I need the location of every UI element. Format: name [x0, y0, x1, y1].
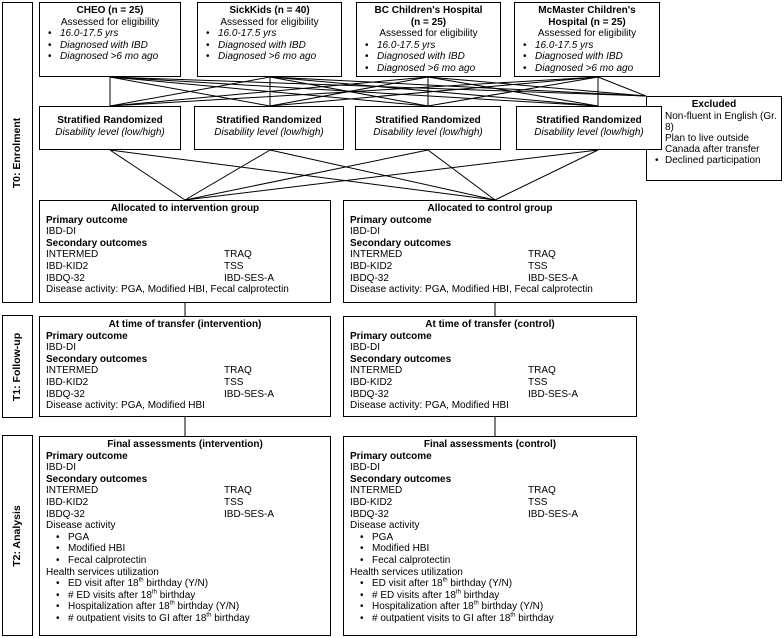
site-box-cheo: [39, 2, 181, 77]
box-title: Allocated to control group: [427, 203, 553, 214]
excluded-item: • Declined participation: [651, 155, 777, 166]
site-name: SickKids (n = 40): [229, 5, 310, 16]
box-title: At time of transfer (intervention): [108, 319, 262, 330]
criterion-duration: • Diagnosed >6 mo ago: [361, 63, 496, 75]
primary-outcome-value: IBD-DI: [350, 342, 380, 354]
site-name: McMaster Children's Hospital (n = 25): [538, 5, 636, 28]
stratified-box-2: [194, 106, 344, 150]
criterion-ibd: • Diagnosed with IBD: [361, 51, 496, 63]
stratified-subtitle: Disability level (low/high): [55, 126, 165, 138]
site-box-sickkids: [197, 2, 342, 77]
site-assessed: Assessed for eligibility: [537, 28, 637, 40]
hs-item: • Hospitalization after 18th birthday (Y/N): [350, 601, 630, 613]
transfer-control-box: [343, 316, 637, 417]
transfer-intervention-box: [39, 316, 331, 417]
secondary-outcomes-list: [46, 249, 324, 284]
hs-item: • Hospitalization after 18th birthday (Y/N): [46, 601, 324, 613]
primary-outcome-label: Primary outcome: [350, 330, 432, 342]
primary-outcome-value: IBD-DI: [350, 462, 380, 474]
disease-activity-list: [350, 532, 630, 567]
secondary-outcomes-label: Secondary outcomes: [350, 473, 452, 485]
excluded-box: [646, 96, 782, 181]
secondary-outcomes-list: [350, 485, 630, 520]
box-title: Final assessments (control): [423, 439, 557, 450]
measure-traq: TRAQ: [224, 485, 252, 497]
measure-ibd-ses-a: IBD-SES-A: [528, 508, 579, 520]
phase-bar-follow-up: [2, 315, 33, 418]
phase-bar-enrolment: [2, 2, 33, 303]
criterion-ibd: • Diagnosed with IBD: [202, 40, 337, 52]
measure-tss: TSS: [224, 496, 244, 508]
primary-outcome-value: IBD-DI: [350, 226, 380, 238]
secondary-outcomes-list: [350, 365, 630, 400]
disease-activity-label: Disease activity: [46, 520, 116, 532]
disease-item: • Fecal calprotectin: [46, 555, 324, 567]
measure-ibd-kid2: IBD-KID2: [46, 496, 89, 508]
stratified-title: Stratified Randomized: [375, 115, 481, 126]
disease-item: • Modified HBI: [350, 543, 630, 555]
measure-ibd-kid2: IBD-KID2: [350, 260, 393, 272]
measure-ibdq-32: IBDQ-32: [350, 388, 389, 400]
primary-outcome-label: Primary outcome: [46, 450, 128, 462]
criterion-ibd: • Diagnosed with IBD: [44, 40, 176, 52]
secondary-outcomes-label: Secondary outcomes: [46, 353, 148, 365]
criterion-duration: • Diagnosed >6 mo ago: [44, 51, 176, 63]
measure-ibd-ses-a: IBD-SES-A: [224, 272, 275, 284]
site-name: BC Children's Hospital (n = 25): [374, 5, 483, 28]
measure-intermed: INTERMED: [46, 485, 99, 497]
primary-outcome-value: IBD-DI: [46, 342, 76, 354]
disease-activity-line: Disease activity: PGA, Modified HBI: [46, 400, 205, 412]
hs-item: • # ED visits after 18th birthday: [350, 590, 630, 602]
disease-item: • Fecal calprotectin: [350, 555, 630, 567]
hs-item: • ED visit after 18th birthday (Y/N): [350, 578, 630, 590]
phase-label-enrolment: T0: Enrolment: [10, 117, 23, 188]
primary-outcome-label: Primary outcome: [46, 330, 128, 342]
phase-label-analysis: T2: Analysis: [10, 504, 23, 567]
phase-label-follow-up: T1: Follow-up: [10, 332, 23, 401]
stratified-box-3: [355, 106, 501, 150]
primary-outcome-value: IBD-DI: [46, 462, 76, 474]
hs-item: • ED visit after 18th birthday (Y/N): [46, 578, 324, 590]
health-services-label: Health services utilization: [350, 566, 463, 578]
measure-ibd-kid2: IBD-KID2: [350, 496, 393, 508]
measure-ibd-ses-a: IBD-SES-A: [224, 388, 275, 400]
secondary-outcomes-label: Secondary outcomes: [46, 237, 148, 249]
criterion-age: • 16.0-17.5 yrs: [202, 28, 337, 40]
site-name: CHEO (n = 25): [76, 5, 144, 16]
measure-ibd-kid2: IBD-KID2: [46, 260, 89, 272]
stratified-box-1: [39, 106, 181, 150]
box-title: Allocated to intervention group: [110, 203, 260, 214]
site-box-mcmaster: [514, 2, 660, 77]
phase-bar-analysis: [2, 435, 33, 636]
measure-tss: TSS: [224, 260, 244, 272]
hs-item: • # outpatient visits to GI after 18th birthday: [350, 613, 630, 625]
measure-ibd-ses-a: IBD-SES-A: [528, 388, 579, 400]
secondary-outcomes-label: Secondary outcomes: [350, 237, 452, 249]
measure-traq: TRAQ: [224, 365, 252, 377]
criterion-age: • 16.0-17.5 yrs: [44, 28, 176, 40]
allocation-intervention-box: [39, 200, 331, 303]
stratified-title: Stratified Randomized: [536, 115, 642, 126]
health-services-list: [46, 578, 324, 624]
site-assessed: Assessed for eligibility: [220, 16, 319, 28]
disease-item: • Modified HBI: [46, 543, 324, 555]
stratified-subtitle: Disability level (low/high): [373, 126, 483, 138]
box-title: At time of transfer (control): [425, 319, 555, 330]
measure-tss: TSS: [528, 376, 548, 388]
disease-item: • PGA: [46, 532, 324, 544]
excluded-title: Excluded: [691, 99, 737, 110]
criterion-ibd: • Diagnosed with IBD: [519, 51, 655, 63]
measure-ibdq-32: IBDQ-32: [46, 272, 85, 284]
measure-intermed: INTERMED: [350, 485, 403, 497]
secondary-outcomes-list: [46, 365, 324, 400]
health-services-list: [350, 578, 630, 624]
site-assessed: Assessed for eligibility: [60, 16, 160, 28]
measure-intermed: INTERMED: [350, 365, 403, 377]
measure-tss: TSS: [528, 496, 548, 508]
measure-tss: TSS: [224, 376, 244, 388]
secondary-outcomes-label: Secondary outcomes: [46, 473, 148, 485]
primary-outcome-label: Primary outcome: [350, 450, 432, 462]
secondary-outcomes-list: [350, 249, 630, 284]
measure-ibd-ses-a: IBD-SES-A: [528, 272, 579, 284]
excluded-item: • Plan to live outside Canada after transfer: [651, 133, 777, 155]
site-assessed: Assessed for eligibility: [379, 28, 478, 40]
criterion-duration: • Diagnosed >6 mo ago: [519, 63, 655, 75]
measure-ibdq-32: IBDQ-32: [46, 388, 85, 400]
allocation-control-box: [343, 200, 637, 303]
measure-intermed: INTERMED: [350, 249, 403, 261]
stratified-title: Stratified Randomized: [57, 115, 163, 126]
criterion-age: • 16.0-17.5 yrs: [361, 40, 496, 52]
measure-ibdq-32: IBDQ-32: [350, 272, 389, 284]
disease-activity-line: Disease activity: PGA, Modified HBI: [350, 400, 509, 412]
excluded-item: • Non-fluent in English (Gr. 8): [651, 111, 777, 133]
measure-intermed: INTERMED: [46, 365, 99, 377]
criterion-age: • 16.0-17.5 yrs: [519, 40, 655, 52]
final-intervention-box: [39, 436, 331, 636]
hs-item: • # ED visits after 18th birthday: [46, 590, 324, 602]
stratified-box-4: [516, 106, 662, 150]
secondary-outcomes-list: [46, 485, 324, 520]
measure-ibd-kid2: IBD-KID2: [350, 376, 393, 388]
site-box-bc-childrens: [356, 2, 501, 77]
measure-traq: TRAQ: [528, 249, 556, 261]
disease-activity-list: [46, 532, 324, 567]
disease-activity-line: Disease activity: PGA, Modified HBI, Fecal calprotectin: [46, 284, 289, 296]
health-services-label: Health services utilization: [46, 566, 159, 578]
measure-intermed: INTERMED: [46, 249, 99, 261]
measure-ibdq-32: IBDQ-32: [350, 508, 389, 520]
primary-outcome-label: Primary outcome: [46, 214, 128, 226]
measure-ibdq-32: IBDQ-32: [46, 508, 85, 520]
stratified-subtitle: Disability level (low/high): [534, 126, 644, 138]
primary-outcome-label: Primary outcome: [350, 214, 432, 226]
secondary-outcomes-label: Secondary outcomes: [350, 353, 452, 365]
measure-traq: TRAQ: [528, 485, 556, 497]
measure-ibd-ses-a: IBD-SES-A: [224, 508, 275, 520]
final-control-box: [343, 436, 637, 636]
measure-tss: TSS: [528, 260, 548, 272]
measure-traq: TRAQ: [528, 365, 556, 377]
disease-activity-line: Disease activity: PGA, Modified HBI, Fecal calprotectin: [350, 284, 593, 296]
disease-activity-label: Disease activity: [350, 520, 420, 532]
hs-item: • # outpatient visits to GI after 18th birthday: [46, 613, 324, 625]
box-title: Final assessments (intervention): [107, 439, 263, 450]
disease-item: • PGA: [350, 532, 630, 544]
stratified-title: Stratified Randomized: [216, 115, 322, 126]
primary-outcome-value: IBD-DI: [46, 226, 76, 238]
stratified-subtitle: Disability level (low/high): [214, 126, 324, 138]
measure-ibd-kid2: IBD-KID2: [46, 376, 89, 388]
criterion-duration: • Diagnosed >6 mo ago: [202, 51, 337, 63]
measure-traq: TRAQ: [224, 249, 252, 261]
